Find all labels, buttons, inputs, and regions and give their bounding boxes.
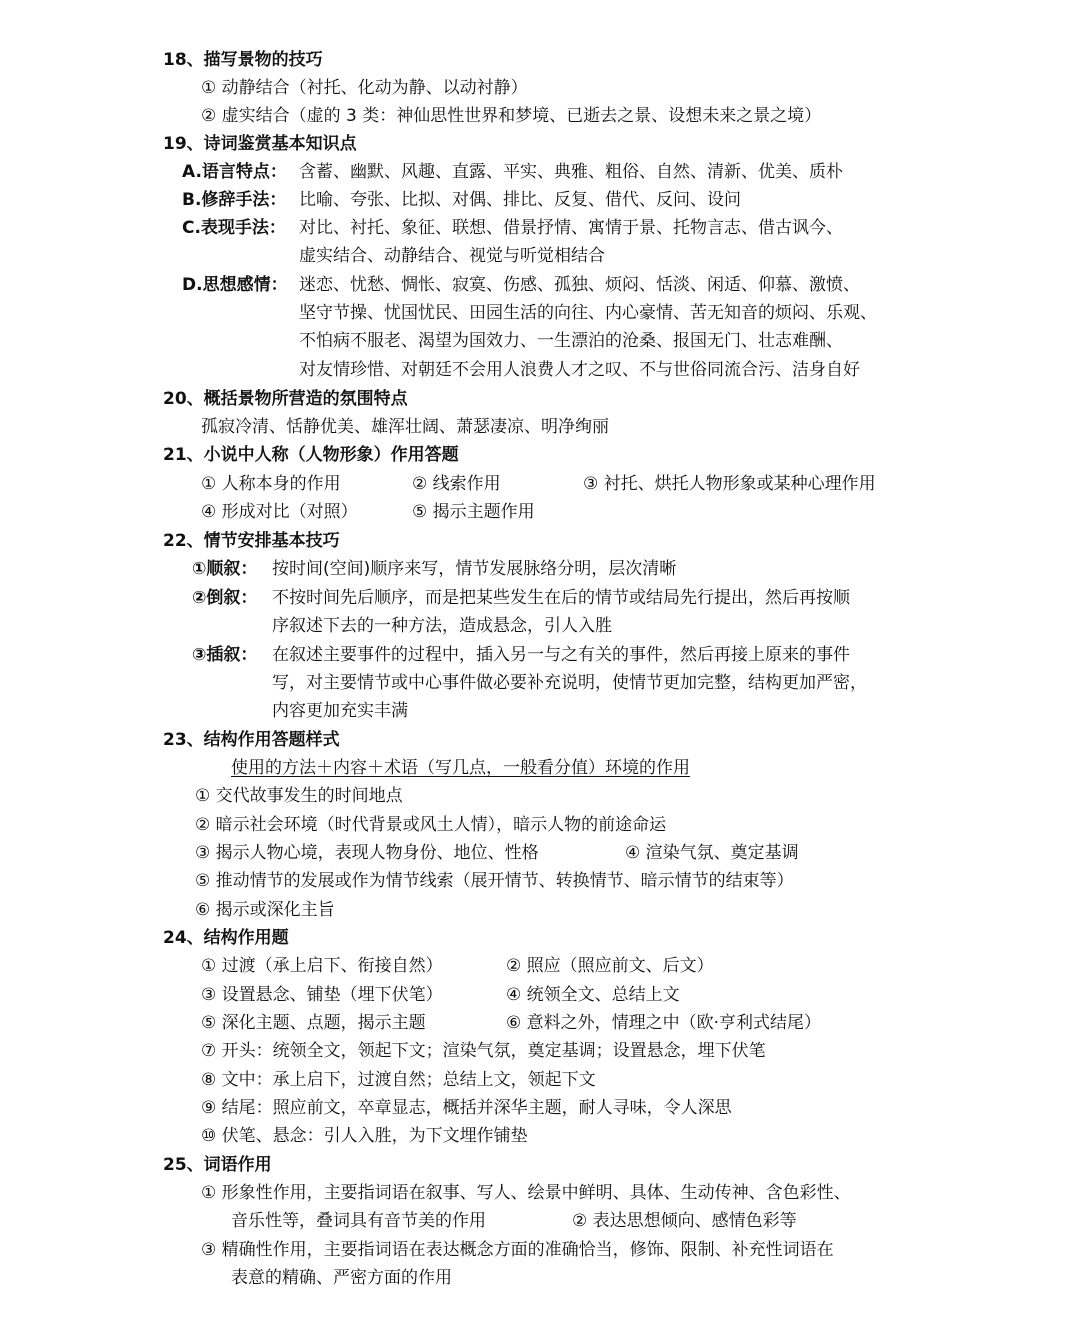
item-25-3-b: 表意的精确、严密方面的作用 bbox=[231, 1268, 452, 1288]
label-19-c: C.表现手法： bbox=[182, 218, 286, 238]
label-19-a: A.语言特点： bbox=[182, 162, 287, 182]
text-22-3-3: 内容更加充实丰满 bbox=[272, 701, 408, 721]
text-22-3-2: 写，对主要情节或中心事件做必要补充说明，使情节更加完整，结构更加严密， bbox=[272, 673, 867, 693]
text-19-d-3: 不怕病不服老、渴望为国效力、一生漂泊的沧桑、报国无门、壮志难酬、 bbox=[299, 331, 843, 351]
text-19-b: 比喻、夸张、比拟、对偶、排比、反复、借代、反问、设问 bbox=[299, 190, 741, 210]
item-24-4: ④ 统领全文、总结上文 bbox=[506, 985, 680, 1005]
text-22-1: 按时间(空间)顺序来写，情节发展脉络分明，层次清晰 bbox=[272, 559, 677, 579]
label-22-2: ②倒叙： bbox=[192, 588, 258, 608]
item-24-10: ⑩ 伏笔、悬念：引人入胜，为下文埋作铺垫 bbox=[201, 1126, 528, 1146]
item-24-6: ⑥ 意料之外，情理之中（欧·亨利式结尾） bbox=[506, 1013, 822, 1033]
heading-25: 25、词语作用 bbox=[163, 1155, 272, 1175]
item-25-3-a: ③ 精确性作用，主要指词语在表达概念方面的准确恰当，修饰、限制、补充性词语在 bbox=[201, 1240, 834, 1260]
item-25-2: ② 表达思想倾向、感情色彩等 bbox=[572, 1211, 797, 1231]
text-19-d-2: 坚守节操、忧国忧民、田园生活的向往、内心豪情、苦无知音的烦闷、乐观、 bbox=[299, 303, 877, 323]
item-25-1-a: ① 形象性作用，主要指词语在叙事、写人、绘景中鲜明、具体、生动传神、含色彩性、 bbox=[201, 1183, 851, 1203]
text-19-d-4: 对友情珍惜、对朝廷不会用人浪费人才之叹、不与世俗同流合污、洁身自好 bbox=[299, 360, 860, 380]
item-23-2: ② 暗示社会环境（时代背景或风土人情），暗示人物的前途命运 bbox=[195, 815, 667, 835]
item-24-5: ⑤ 深化主题、点题，揭示主题 bbox=[201, 1013, 426, 1033]
item-24-9: ⑨ 结尾：照应前文，卒章显志，概括并深华主题，耐人寻味，令人深思 bbox=[201, 1098, 732, 1118]
item-18-2: ② 虚实结合（虚的 3 类：神仙思性世界和梦境、已逝去之景、设想未来之景之境） bbox=[201, 106, 822, 126]
heading-21: 21、小说中人称（人物形象）作用答题 bbox=[163, 445, 459, 465]
item-21-4: ④ 形成对比（对照） bbox=[201, 502, 358, 522]
item-25-1-b: 音乐性等，叠词具有音节美的作用 bbox=[231, 1211, 486, 1231]
text-19-c-2: 虚实结合、动静结合、视觉与听觉相结合 bbox=[299, 246, 605, 266]
label-22-3: ③插叙： bbox=[192, 645, 258, 665]
item-23-3: ③ 揭示人物心境，表现人物身份、地位、性格 bbox=[195, 843, 539, 863]
item-21-5: ⑤ 揭示主题作用 bbox=[412, 502, 535, 522]
text-22-2-1: 不按时间先后顺序，而是把某些发生在后的情节或结局先行提出，然后再按顺 bbox=[272, 588, 850, 608]
label-19-d: D.思想感情： bbox=[182, 275, 288, 295]
text-19-d-1: 迷恋、忧愁、惆怅、寂寞、伤感、孤独、烦闷、恬淡、闲适、仰慕、激愤、 bbox=[299, 275, 860, 295]
text-19-a: 含蓄、幽默、风趣、直露、平实、典雅、粗俗、自然、清新、优美、质朴 bbox=[299, 162, 843, 182]
heading-20: 20、概括景物所营造的氛围特点 bbox=[163, 389, 408, 409]
item-24-3: ③ 设置悬念、铺垫（埋下伏笔） bbox=[201, 985, 443, 1005]
item-21-2: ② 线索作用 bbox=[412, 474, 501, 494]
item-18-1: ① 动静结合（衬托、化动为静、以动衬静） bbox=[201, 78, 528, 98]
heading-22: 22、情节安排基本技巧 bbox=[163, 531, 340, 551]
text-22-2-2: 序叙述下去的一种方法，造成悬念，引人入胜 bbox=[272, 616, 612, 636]
item-23-6: ⑥ 揭示或深化主旨 bbox=[195, 900, 335, 920]
text-22-3-1: 在叙述主要事件的过程中，插入另一与之有关的事件，然后再接上原来的事件 bbox=[272, 645, 850, 665]
text-20: 孤寂冷清、恬静优美、雄浑壮阔、萧瑟凄凉、明净绚丽 bbox=[201, 417, 609, 437]
item-21-1: ① 人称本身的作用 bbox=[201, 474, 341, 494]
heading-24: 24、结构作用题 bbox=[163, 928, 289, 948]
item-24-1: ① 过渡（承上启下、衔接自然） bbox=[201, 956, 443, 976]
item-24-8: ⑧ 文中：承上启下，过渡自然；总结上文，领起下文 bbox=[201, 1070, 596, 1090]
item-24-7: ⑦ 开头：统领全文，领起下文；渲染气氛，奠定基调；设置悬念，埋下伏笔 bbox=[201, 1041, 766, 1061]
heading-23: 23、结构作用答题样式 bbox=[163, 730, 340, 750]
label-22-1: ①顺叙： bbox=[192, 559, 258, 579]
item-21-3: ③ 衬托、烘托人物形象或某种心理作用 bbox=[583, 474, 876, 494]
item-23-1: ① 交代故事发生的时间地点 bbox=[195, 786, 403, 806]
heading-19: 19、诗词鉴赏基本知识点 bbox=[163, 134, 357, 154]
item-23-5: ⑤ 推动情节的发展或作为情节线索（展开情节、转换情节、暗示情节的结束等） bbox=[195, 871, 794, 891]
label-19-b: B.修辞手法： bbox=[182, 190, 287, 210]
heading-18: 18、描写景物的技巧 bbox=[163, 50, 323, 70]
item-23-4: ④ 渲染气氛、奠定基调 bbox=[625, 843, 799, 863]
item-24-2: ② 照应（照应前文、后文） bbox=[506, 956, 714, 976]
text-19-c-1: 对比、衬托、象征、联想、借景抒情、寓情于景、托物言志、借古讽今、 bbox=[299, 218, 843, 238]
formula-23: 使用的方法＋内容＋术语（写几点，一般看分值）环境的作用 bbox=[231, 758, 690, 778]
